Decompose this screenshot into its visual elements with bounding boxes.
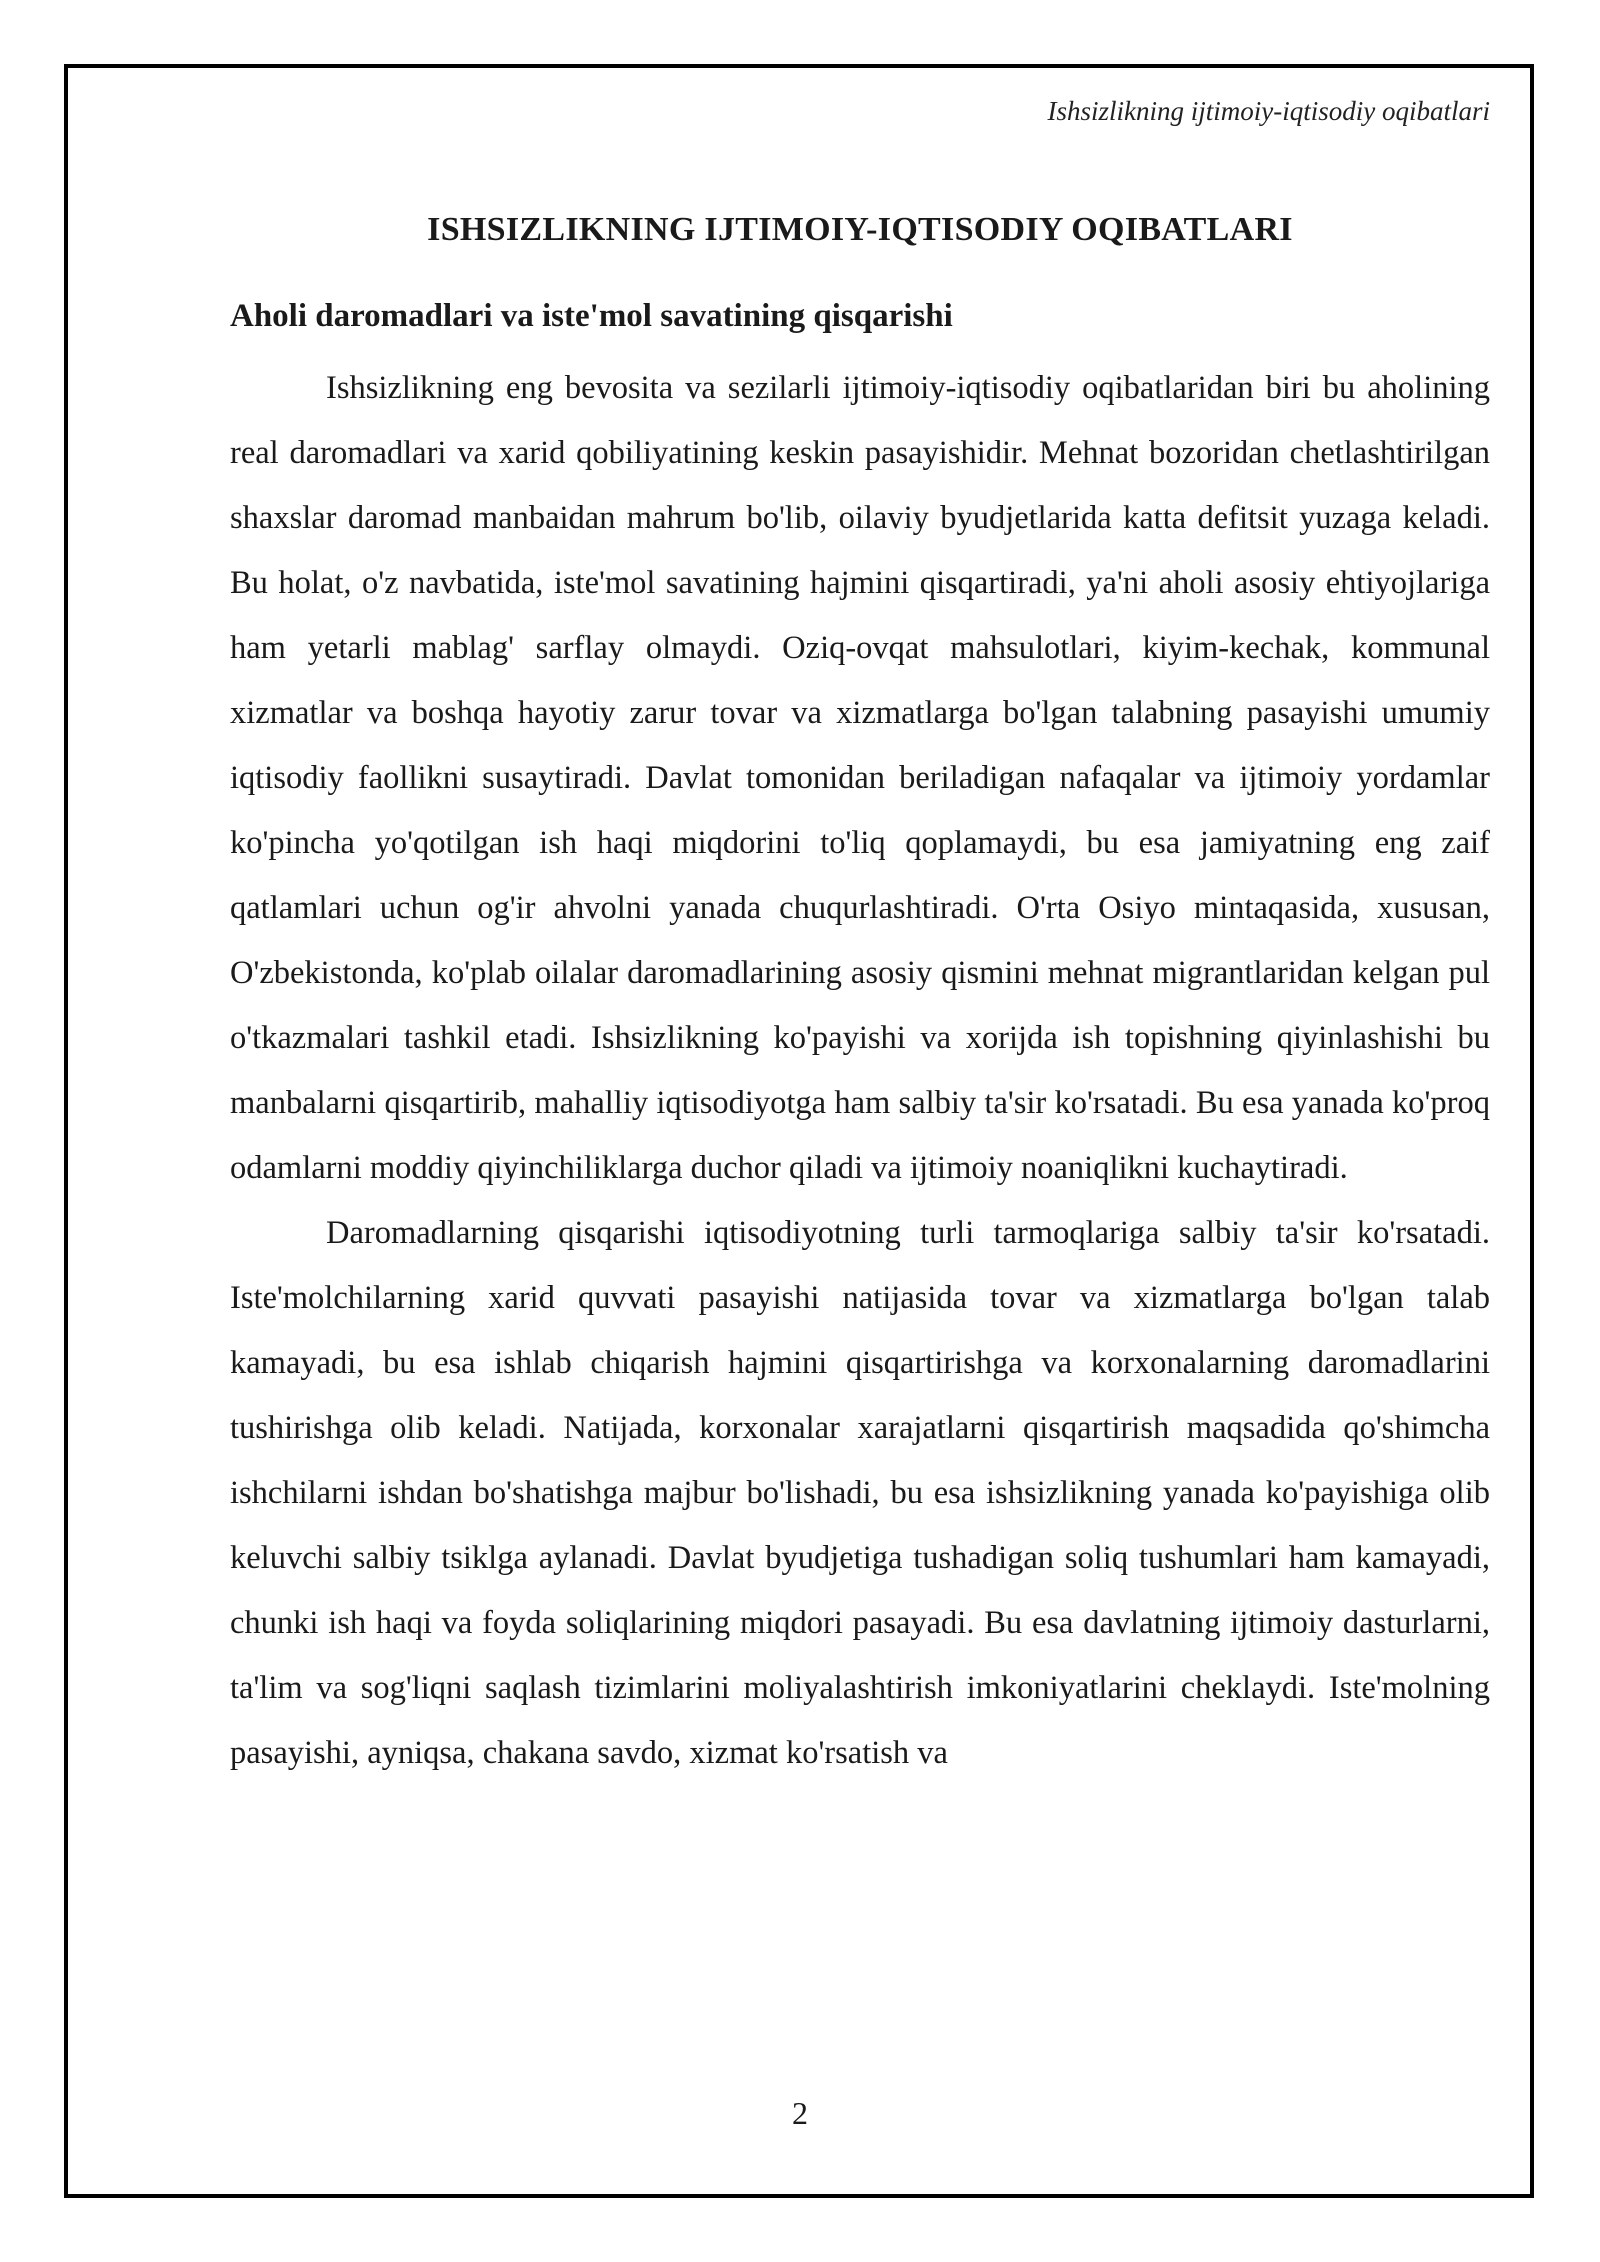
section-heading: Aholi daromadlari va iste'mol savatining qisqarishi: [230, 298, 953, 334]
running-header: Ishsizlikning ijtimoiy-iqtisodiy oqibatlari: [1047, 96, 1490, 126]
page-number: 2: [792, 2095, 808, 2131]
document-title: ISHSIZLIKNING IJTIMOIY-IQTISODIY OQIBATLARI: [427, 211, 1293, 248]
body-paragraph-2: Daromadlarning qisqarishi iqtisodiyotning turli tarmoqlariga salbiy ta'sir ko'rsatadi. Iste'molchilarning xarid quvvati pasayishi natijasida tovar va xizmatlarga bo'lgan talab kamayadi, bu esa ishlab chiqarish hajmini qisqartirishga va korxonalarning daromadlarini tushirishga olib keladi. Natijada, korxonalar xarajatlarni qisqartirish maqsadida qo'shimcha ishchilarni ishdan bo'shatishga majbur bo'lishadi, bu esa ishsizlikning yanada ko'payishiga olib keluvchi salbiy tsiklga aylanadi. Davlat byudjetiga tushadigan soliq tushumlari ham kamayadi, chunki ish haqi va foyda soliqlarining miqdori pasayadi. Bu esa davlatning ijtimoiy dasturlarni, ta'lim va sog'liqni saqlash tizimlarini moliyalashtirish imkoniyatlarini cheklaydi. Iste'molning pasayishi, ayniqsa, chakana savdo, xizmat ko'rsatish va: [230, 1215, 1490, 1771]
body-paragraph-1: Ishsizlikning eng bevosita va sezilarli ijtimoiy-iqtisodiy oqibatlaridan biri bu aholining real daromadlari va xarid qobiliyatining keskin pasayishidir. Mehnat bozoridan chetlashtirilgan shaxslar daromad manbaidan mahrum bo'lib, oilaviy byudjetlarida katta defitsit yuzaga keladi. Bu holat, o'z navbatida, iste'mol savatining hajmini qisqartiradi, ya'ni aholi asosiy ehtiyojlariga ham yetarli mablag' sarflay olmaydi. Oziq-ovqat mahsulotlari, kiyim-kechak, kommunal xizmatlar va boshqa hayotiy zarur tovar va xizmatlarga bo'lgan talabning pasayishi umumiy iqtisodiy faollikni susaytiradi. Davlat tomonidan beriladigan nafaqalar va ijtimoiy yordamlar ko'pincha yo'qotilgan ish haqi miqdorini to'liq qoplamaydi, bu esa jamiyatning eng zaif qatlamlari uchun og'ir ahvolni yanada chuqurlashtiradi. O'rta Osiyo mintaqasida, xususan, O'zbekistonda, ko'plab oilalar daromadlarining asosiy qismini mehnat migrantlaridan kelgan pul o'tkazmalari tashkil etadi. Ishsizlikning ko'payishi va xorijda ish topishning qiyinlashishi bu manbalarni qisqartirib, mahalliy iqtisodiyotga ham salbiy ta'sir ko'rsatadi. Bu esa yanada ko'proq odamlarni moddiy qiyinchiliklarga duchor qiladi va ijtimoiy noaniqlikni kuchaytiradi.: [230, 370, 1490, 1186]
page-content: [230, 210, 1490, 1786]
